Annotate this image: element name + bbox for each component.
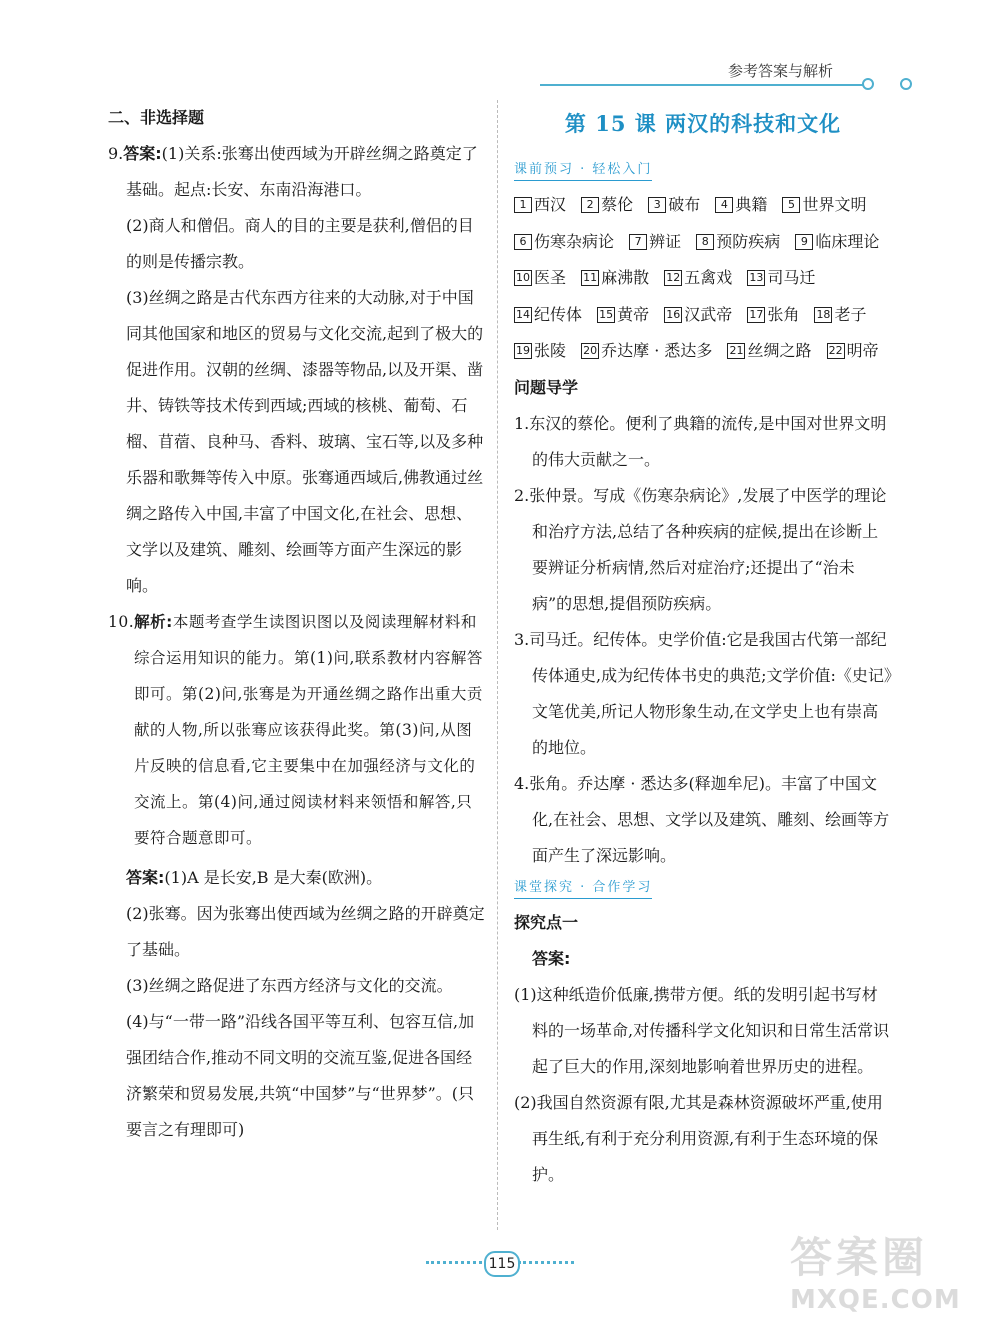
guide-item: 4.张角。乔达摩 · 悉达多(释迦牟尼)。丰富了中国文化,在社会、思想、文学以及建筑、雕刻、绘画等方面产生了深远影响。	[514, 773, 890, 865]
term-number: 19	[516, 344, 530, 357]
term-text: 黄帝	[617, 304, 650, 324]
term-item	[514, 268, 566, 287]
term-number: 22	[828, 344, 843, 357]
term-number: 20	[583, 344, 598, 357]
term-text: 蔡伦	[601, 195, 634, 214]
term-item	[727, 341, 811, 360]
term-text: 纪传体	[534, 304, 583, 324]
term-number: 6	[514, 234, 532, 250]
term-text: 世界文明	[802, 195, 867, 214]
analysis-label: 解析:	[134, 613, 173, 631]
guide-heading: 问题导学	[514, 377, 579, 397]
term-number: 14	[516, 307, 530, 321]
watermark-main: 答案圈	[790, 1233, 929, 1282]
term-text: 丝绸之路	[747, 341, 812, 360]
q10-analysis-text: 本题考查学生读图识图以及阅读理解材料和综合运用知识的能力。第(1)问,联系教材内容解答即可。第(2)问,张骞是为开通丝绸之路作出重大贡献的人物,所以张骞应该获得此奖。第(3)问,从图片反映的信息看,它主要集中在加强经济与文化的交流上。第(4)问,通过阅读材料来领悟和解答,只要符合题意即可。	[134, 613, 483, 847]
answer-label: 答案:	[123, 144, 162, 163]
header-dot	[900, 78, 912, 90]
term-number: 4	[715, 197, 733, 213]
term-number: 17	[749, 307, 764, 321]
term-number: 11	[583, 271, 598, 284]
term-item	[581, 195, 633, 214]
term-number: 3	[648, 197, 666, 213]
term-item	[747, 268, 815, 287]
term-text: 预防疾病	[716, 231, 781, 251]
guide-item: 1.东汉的蔡伦。便利了典籍的流传,是中国对世界文明的伟大贡献之一。	[514, 413, 887, 469]
term-number: 10	[516, 271, 530, 284]
term-item	[514, 232, 614, 251]
left-column	[108, 100, 486, 1148]
term-text: 麻沸散	[601, 268, 650, 287]
tag-class: 课堂探究 · 合作学习	[514, 878, 652, 899]
term-number: 13	[749, 271, 764, 284]
term-item	[581, 268, 649, 287]
term-number: 21	[729, 344, 744, 357]
term-text: 汉武帝	[684, 304, 733, 324]
q10-number: 10.	[108, 613, 135, 631]
q10-answer-1	[108, 860, 486, 896]
term-item	[648, 195, 700, 214]
term-text: 张陵	[534, 341, 567, 360]
q9-answer-1	[108, 136, 486, 208]
term-number: 5	[782, 197, 800, 213]
right-column	[514, 108, 892, 1193]
q10-analysis	[108, 604, 486, 856]
page-number-dots	[426, 1261, 482, 1264]
q10-answer-2: (2)张骞。因为张骞出使西域为丝绸之路的开辟奠定了基础。	[126, 904, 485, 959]
term-item	[715, 195, 767, 214]
term-number: 2	[581, 197, 599, 213]
q10-answer-4: (4)与“一带一路”沿线各国平等互利、包容互信,加强团结合作,推动不同文明的交流互鉴,促进各国经济繁荣和贸易发展,共筑“中国梦”与“世界梦”。(只要言之有理即可)	[126, 1012, 475, 1139]
q9-answer-3: (3)丝绸之路是古代东西方往来的大动脉,对于中国同其他国家和地区的贸易与文化交流,起到了极大的促进作用。汉朝的丝绸、漆器等物品,以及开渠、凿井、铸铁等技术传到西域;西域的核桃、葡萄、石榴、苜蓿、良种马、香料、玻璃、宝石等,以及多种乐器和歌舞等传入中原。张骞通西域后,佛教通过丝绸之路传入中国,丰富了中国文化,在社会、思想、文学以及建筑、雕刻、绘画等方面产生深远的影响。	[126, 288, 484, 595]
term-item	[629, 232, 681, 251]
terms-list	[514, 187, 892, 370]
term-text: 司马迁	[767, 268, 816, 287]
term-number: 7	[629, 234, 647, 250]
term-text: 典籍	[735, 195, 768, 214]
term-number: 15	[599, 307, 614, 321]
term-text: 乔达摩 · 悉达多	[601, 341, 713, 360]
term-item	[514, 341, 566, 360]
header-label: 参考答案与解析	[728, 62, 834, 80]
watermark-url: MXQE.COM	[790, 1285, 961, 1315]
term-text: 西汉	[534, 195, 567, 214]
term-text: 张角	[767, 304, 800, 324]
term-text: 医圣	[534, 268, 567, 287]
term-number: 1	[514, 197, 532, 213]
term-text: 伤寒杂病论	[534, 231, 615, 251]
page-number-dots	[518, 1261, 574, 1264]
term-item	[664, 268, 732, 287]
term-item	[814, 305, 866, 324]
term-text: 五禽戏	[684, 268, 733, 287]
term-number: 8	[696, 234, 714, 250]
term-text: 辨证	[649, 231, 682, 251]
term-item	[514, 195, 566, 214]
q9-p1: (1)关系:张骞出使西域为开辟丝绸之路奠定了基础。起点:长安、东南沿海港口。	[126, 144, 478, 199]
term-item	[782, 195, 866, 214]
lesson-title: 第 15 课 两汉的科技和文化	[564, 111, 842, 136]
header-dot	[862, 78, 874, 90]
answer-label: 答案:	[126, 868, 165, 887]
term-item	[664, 305, 732, 324]
explore-answer-1: (1)这种纸造价低廉,携带方便。纸的发明引起书写材料的一场革命,对传播科学文化知识和日常生活常识起了巨大的作用,深刻地影响着世界历史的进程。	[514, 984, 890, 1076]
term-item	[581, 341, 712, 360]
q10-answer-3: (3)丝绸之路促进了东西方经济与文化的交流。	[126, 976, 453, 995]
explore-answer-2: (2)我国自然资源有限,尤其是森林资源破坏严重,使用再生纸,有利于充分利用资源,有利于生态环境的保护。	[514, 1092, 883, 1184]
term-text: 明帝	[846, 341, 879, 360]
term-number: 18	[816, 307, 831, 321]
term-number: 9	[795, 234, 813, 250]
q9-answer-2: (2)商人和僧侣。商人的目的主要是获利,僧侣的目的则是传播宗教。	[126, 216, 474, 271]
term-item	[827, 341, 879, 360]
term-text: 老子	[834, 304, 867, 324]
guide-item: 2.张仲景。写成《伤寒杂病论》,发展了中医学的理论和治疗方法,总结了各种疾病的症候,提出在诊断上要辨证分析病情,然后对症治疗;还提出了“治未病”的思想,提倡预防疾病。	[514, 485, 887, 613]
page-number: 115	[484, 1251, 520, 1277]
column-divider	[497, 100, 498, 1230]
section-heading: 二、非选择题	[108, 108, 205, 127]
guide-item: 3.司马迁。纪传体。史学价值:它是我国古代第一部纪传体通史,成为纪传体书史的典范;文学价值:《史记》文笔优美,所记人物形象生动,在文学史上也有崇高的地位。	[514, 629, 892, 757]
q10-a1: (1)A 是长安,B 是大秦(欧洲)。	[164, 868, 383, 887]
term-text: 破布	[668, 195, 701, 214]
watermark	[790, 1225, 980, 1315]
explore-heading: 探究点一	[514, 912, 579, 932]
q9-number: 9.	[108, 144, 124, 163]
term-number: 12	[666, 271, 681, 284]
tag-preview: 课前预习 · 轻松入门	[514, 160, 652, 181]
term-item	[747, 305, 799, 324]
term-item	[795, 232, 879, 251]
term-text: 临床理论	[815, 231, 880, 251]
term-item	[514, 305, 582, 324]
header-rule	[540, 84, 870, 86]
term-item	[597, 305, 649, 324]
term-item	[696, 232, 780, 251]
term-number: 16	[666, 307, 681, 321]
answer-label: 答案:	[532, 948, 571, 968]
